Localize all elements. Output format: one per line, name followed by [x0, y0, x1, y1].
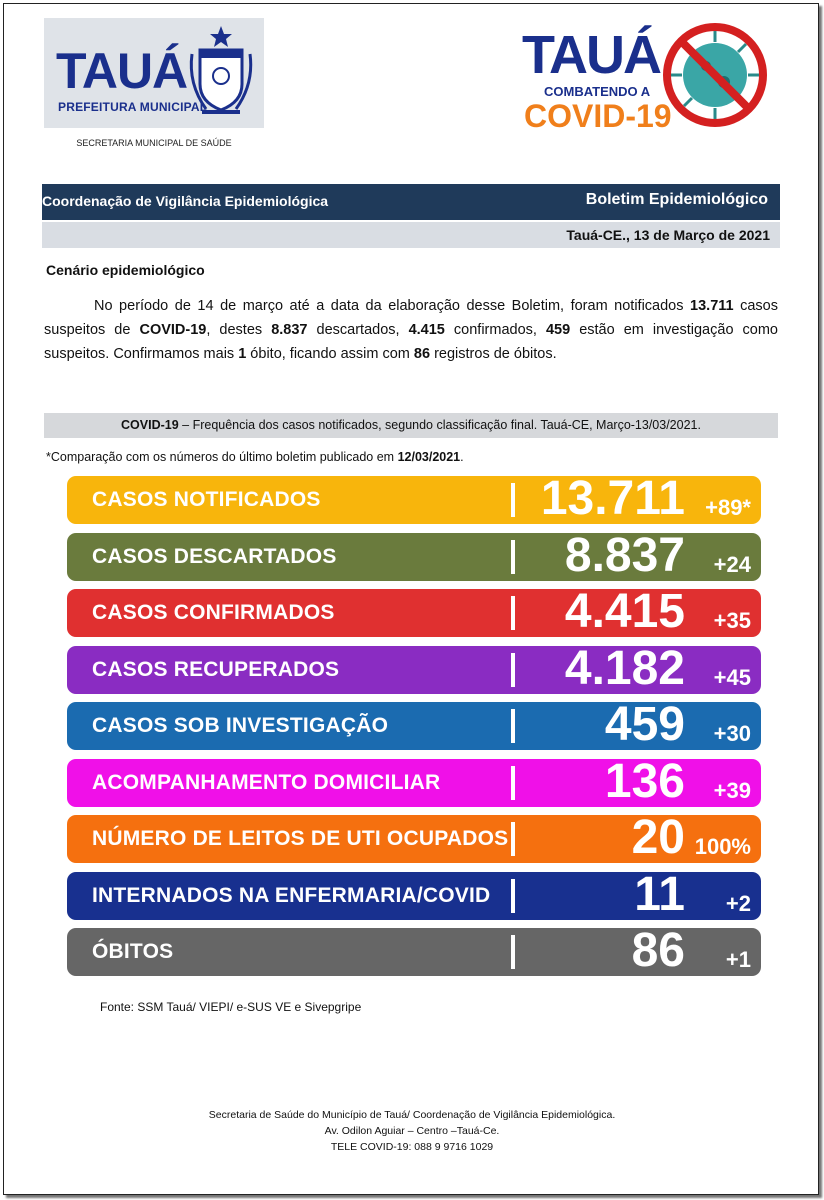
stat-row-descartados — [67, 529, 761, 582]
stat-label: CASOS DESCARTADOS — [92, 545, 337, 568]
confirmed-number: 4.415 — [408, 322, 445, 338]
stat-label: CASOS SOB INVESTIGAÇÃO — [92, 714, 389, 737]
source-note: Fonte: SSM Tauá/ VIEPI/ e-SUS VE e Sivepgripe — [100, 1000, 362, 1014]
caption-text: – Frequência dos casos notificados, segundo classificação final. Tauá-CE, Março-13/03/2021. — [178, 418, 701, 432]
coat-of-arms-icon — [184, 24, 259, 124]
footer-line: Secretaria de Saúde do Município de Tauá/ Coordenação de Vigilância Epidemiológica. — [208, 1109, 616, 1121]
stat-separator — [511, 483, 515, 517]
coordenacao-title: Coordenação de Vigilância Epidemiológica — [42, 193, 329, 209]
text-span: descartados, — [307, 322, 409, 338]
stat-delta: +35 — [713, 608, 751, 633]
text-span: No período de 14 de março até a data da elaboração desse Boletim, foram notificados — [94, 298, 691, 314]
stat-delta: +1 — [725, 947, 751, 972]
campaign-line2: COMBATENDO A — [544, 84, 651, 99]
stat-row-investigacao — [67, 698, 761, 751]
comparison-note — [46, 450, 464, 464]
stat-label: CASOS CONFIRMADOS — [92, 601, 335, 624]
footer-line: TELE COVID-19: 088 9 9716 1029 — [330, 1141, 494, 1153]
stat-separator — [511, 879, 515, 913]
text-span: estão em investigação como suspeitos. Confirmamos mais — [44, 322, 778, 362]
boletim-title: Boletim Epidemiológico — [585, 191, 768, 208]
stat-separator — [511, 596, 515, 630]
section-title: Cenário epidemiológico — [46, 262, 205, 278]
discarded-number: 8.837 — [271, 322, 308, 338]
virus-prohibited-icon — [660, 20, 770, 130]
stat-value: 13.711 — [540, 472, 685, 525]
covid-campaign-logo — [522, 20, 772, 132]
campaign-line3: COVID-19 — [524, 98, 672, 134]
text-span: , destes — [206, 322, 272, 338]
stat-separator — [511, 653, 515, 687]
stat-separator — [511, 709, 515, 743]
text-span: casos suspeitos de — [44, 298, 778, 338]
stat-separator — [511, 822, 515, 856]
footer-line: Av. Odilon Aguiar – Centro –Tauá-Ce. — [324, 1125, 500, 1137]
covid-term: COVID-19 — [139, 322, 207, 338]
stat-label: INTERNADOS NA ENFERMARIA/COVID — [92, 884, 491, 907]
stat-row-domiciliar — [67, 755, 761, 808]
stat-value: 11 — [634, 868, 685, 921]
stat-row-uti — [67, 811, 761, 864]
campaign-brand-text: TAUÁ — [522, 25, 660, 85]
stat-value: 136 — [604, 755, 685, 808]
stat-label: NÚMERO DE LEITOS DE UTI OCUPADOS — [92, 827, 509, 850]
logo-subtitle: PREFEITURA MUNICIPAL — [58, 100, 208, 114]
scenario-paragraph — [44, 294, 778, 366]
stat-value: 4.182 — [564, 642, 685, 695]
note-end: . — [460, 450, 464, 464]
new-deaths-number: 1 — [238, 346, 247, 362]
stat-row-enfermaria — [67, 868, 761, 921]
note-date: 12/03/2021 — [397, 450, 461, 464]
page-footer — [0, 1107, 824, 1155]
stat-label: CASOS RECUPERADOS — [92, 658, 340, 681]
stat-value: 4.415 — [564, 585, 685, 638]
stat-value: 86 — [631, 924, 685, 977]
prefeitura-logo — [44, 18, 264, 128]
secretaria-label: SECRETARIA MUNICIPAL DE SAÚDE — [76, 138, 232, 148]
note-text: *Comparação com os números do último boletim publicado em — [46, 450, 398, 464]
stat-value: 459 — [604, 698, 685, 751]
stat-row-obitos — [67, 924, 761, 977]
stat-row-notificados — [67, 472, 761, 525]
stat-delta: +24 — [713, 552, 751, 577]
stat-value: 20 — [631, 811, 685, 864]
stat-label: ÓBITOS — [92, 940, 174, 963]
stat-label: CASOS NOTIFICADOS — [92, 488, 321, 511]
stat-separator — [511, 935, 515, 969]
stat-delta: +2 — [725, 891, 751, 916]
bulletin-date: Tauá-CE., 13 de Março de 2021 — [566, 227, 770, 243]
text-span: registros de óbitos. — [430, 346, 557, 362]
logo-brand-text: TAUÁ — [56, 43, 188, 99]
stat-value: 8.837 — [564, 529, 685, 582]
caption-bold: COVID-19 — [121, 418, 179, 432]
title-bar — [42, 184, 780, 220]
stat-row-recuperados — [67, 642, 761, 695]
stat-label: ACOMPANHAMENTO DOMICILIAR — [92, 771, 441, 794]
stat-delta: +30 — [713, 721, 751, 746]
text-span: confirmados, — [444, 322, 546, 338]
stat-separator — [511, 540, 515, 574]
stat-delta: +39 — [713, 778, 751, 803]
date-bar — [42, 222, 780, 248]
total-deaths-number: 86 — [413, 346, 431, 362]
table-caption — [44, 413, 778, 438]
stat-delta: 100% — [694, 834, 751, 859]
notified-number: 13.711 — [690, 298, 734, 314]
text-span: óbito, ficando assim com — [246, 346, 414, 362]
stat-separator — [511, 766, 515, 800]
stat-delta: +45 — [713, 665, 751, 690]
stat-row-confirmados — [67, 585, 761, 638]
stat-delta: +89* — [705, 495, 751, 520]
investigation-number: 459 — [545, 322, 571, 338]
